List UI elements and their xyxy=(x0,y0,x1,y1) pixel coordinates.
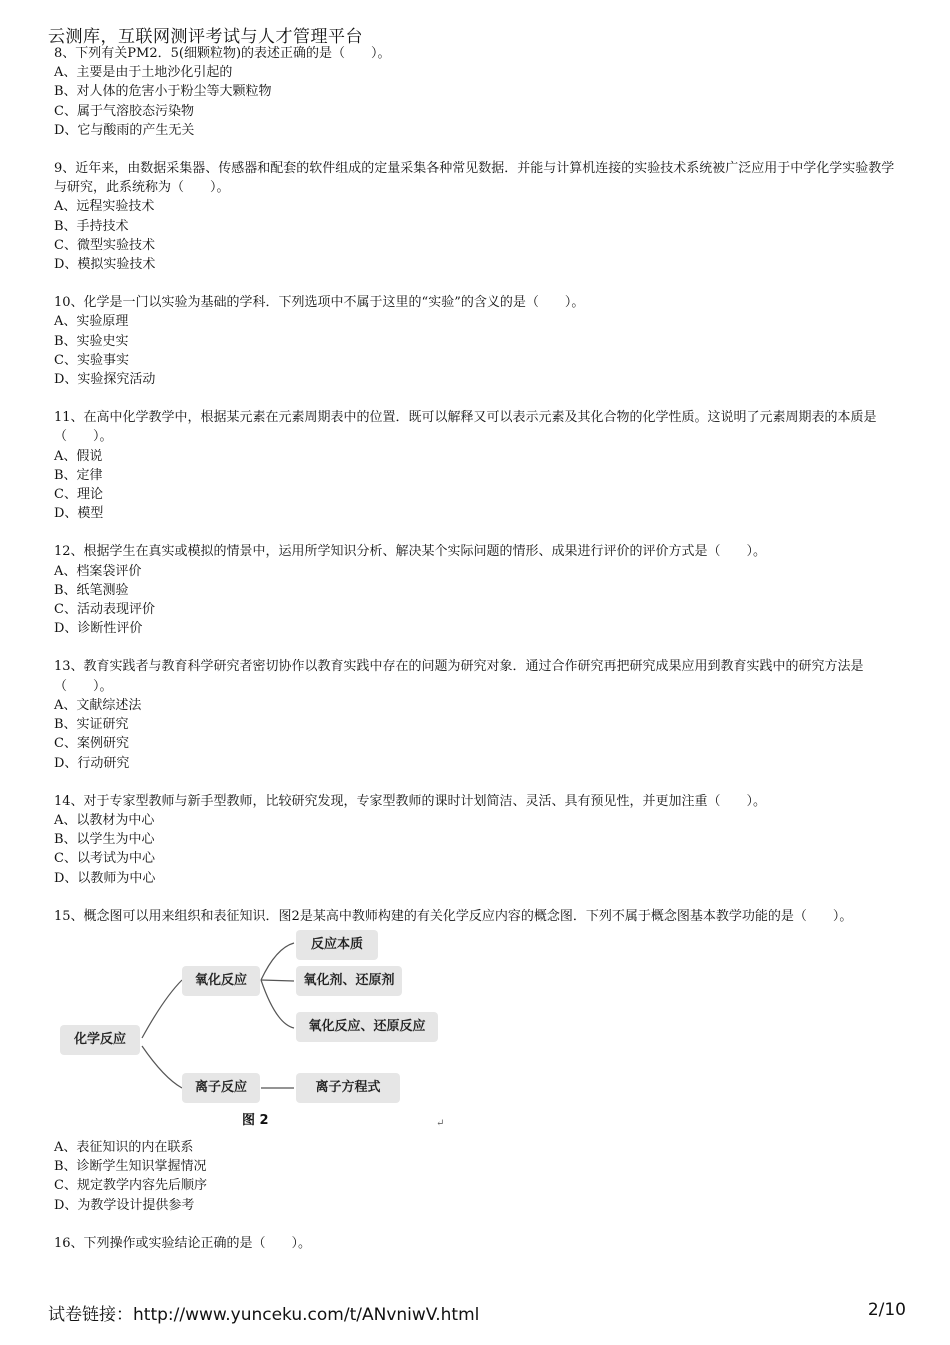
node-ionic-reaction: 离子反应 xyxy=(182,1073,260,1103)
question-stem: 12、根据学生在真实或模拟的情景中，运用所学知识分析、解决某个实际问题的情形、成果进行评价的评价方式是（ ）。 xyxy=(54,544,767,560)
option-b: B、实证研究 xyxy=(54,717,129,733)
option-d: D、模拟实验技术 xyxy=(54,257,156,273)
page-number: 2/10 xyxy=(867,1300,906,1320)
node-ionic-equation: 离子方程式 xyxy=(296,1073,400,1103)
option-a: A、远程实验技术 xyxy=(54,199,155,215)
node-reaction-essence: 反应本质 xyxy=(296,930,378,960)
option-c: C、微型实验技术 xyxy=(54,237,155,253)
question-13 xyxy=(54,657,900,772)
connector-oxidation-redox xyxy=(261,980,294,1028)
node-oxidant-reductant: 氧化剂、还原剂 xyxy=(296,966,402,996)
page-header-title: 云测库，互联网测评考试与人才管理平台 xyxy=(48,27,363,47)
option-a: A、主要是由于土地沙化引起的 xyxy=(54,65,233,81)
option-d: D、诊断性评价 xyxy=(54,621,143,637)
node-oxidation-reaction: 氧化反应 xyxy=(182,966,260,996)
option-a: A、档案袋评价 xyxy=(54,563,142,579)
footer-link-url[interactable]: http://www.yunceku.com/t/ANvniwV.html xyxy=(133,1305,480,1325)
question-10 xyxy=(54,293,900,389)
option-c: C、以考试为中心 xyxy=(54,851,155,867)
question-15 xyxy=(54,907,900,1215)
option-d: D、实验探究活动 xyxy=(54,372,156,388)
option-c: C、活动表现评价 xyxy=(54,602,155,618)
option-d: D、模型 xyxy=(54,506,104,522)
question-stem: 11、在高中化学教学中，根据某元素在元素周期表中的位置．既可以解释又可以表示元素及其化合物的化学性质。这说明了元素周期表的本质是（ ）。 xyxy=(54,410,877,445)
option-c: C、实验事实 xyxy=(54,352,129,368)
question-stem: 10、化学是一门以实验为基础的学科．下列选项中不属于这里的“实验”的含义的是（ ）。 xyxy=(54,295,585,311)
option-a: A、文献综述法 xyxy=(54,697,142,713)
connector-root-oxidation xyxy=(142,980,182,1038)
option-b: B、以学生为中心 xyxy=(54,832,155,848)
question-stem: 16、下列操作或实验结论正确的是（ ）。 xyxy=(54,1235,312,1251)
footer-link-label: 试卷链接： xyxy=(48,1305,133,1325)
option-c: C、理论 xyxy=(54,487,103,503)
option-a: A、实验原理 xyxy=(54,314,129,330)
node-oxidation-reduction: 氧化反应、还原反应 xyxy=(296,1012,438,1042)
option-d: D、以教师为中心 xyxy=(54,870,156,886)
option-b: B、诊断学生知识掌握情况 xyxy=(54,1159,207,1175)
question-stem: 9、近年来，由数据采集器、传感器和配套的软件组成的定量采集各种常见数据．并能与计算机连接的实验技术系统被广泛应用于中学化学实验教学与研究，此系统称为（ ）。 xyxy=(54,161,895,196)
concept-map-figure xyxy=(54,928,454,1138)
option-c: C、规定教学内容先后顺序 xyxy=(54,1178,207,1194)
option-a: A、以教材为中心 xyxy=(54,812,155,828)
question-12 xyxy=(54,542,900,638)
option-d: D、为教学设计提供参考 xyxy=(54,1197,195,1213)
page-footer xyxy=(48,1300,906,1325)
question-stem: 8、下列有关PM2．5(细颗粒物)的表述正确的是（ ）。 xyxy=(54,46,391,61)
option-d: D、它与酸雨的产生无关 xyxy=(54,122,195,138)
question-stem: 14、对于专家型教师与新手型教师，比较研究发现，专家型教师的课时计划简洁、灵活、具有预见性，并更加注重（ ）。 xyxy=(54,793,767,809)
node-chemical-reaction: 化学反应 xyxy=(60,1025,140,1055)
option-a: A、表征知识的内在联系 xyxy=(54,1139,194,1155)
question-8 xyxy=(54,44,900,140)
option-a: A、假说 xyxy=(54,448,103,464)
option-c: C、属于气溶胶态污染物 xyxy=(54,103,194,119)
question-list xyxy=(54,44,900,1253)
option-d: D、行动研究 xyxy=(54,755,130,771)
figure-caption: 图 2 xyxy=(242,1112,269,1128)
question-16 xyxy=(54,1234,900,1253)
question-14 xyxy=(54,792,900,888)
option-b: B、手持技术 xyxy=(54,218,129,234)
connector-oxidation-agents xyxy=(261,980,294,981)
question-stem: 15、概念图可以用来组织和表征知识．图2是某高中教师构建的有关化学反应内容的概念图．下列不属于概念图基本教学功能的是（ ）。 xyxy=(54,908,853,924)
option-b: B、对人体的危害小于粉尘等大颗粒物 xyxy=(54,84,272,100)
connector-oxidation-essence xyxy=(261,943,294,980)
option-b: B、实验史实 xyxy=(54,333,129,349)
question-11 xyxy=(54,408,900,523)
question-stem: 13、教育实践者与教育科学研究者密切协作以教育实践中存在的问题为研究对象．通过合作研究再把研究成果应用到教育实践中的研究方法是（ ）。 xyxy=(54,659,864,694)
connector-root-ionic xyxy=(142,1046,182,1088)
option-b: B、纸笔测验 xyxy=(54,582,129,598)
return-mark-icon: ↵ xyxy=(436,1117,445,1129)
option-b: B、定律 xyxy=(54,467,103,483)
question-9 xyxy=(54,159,900,274)
option-c: C、案例研究 xyxy=(54,736,129,752)
